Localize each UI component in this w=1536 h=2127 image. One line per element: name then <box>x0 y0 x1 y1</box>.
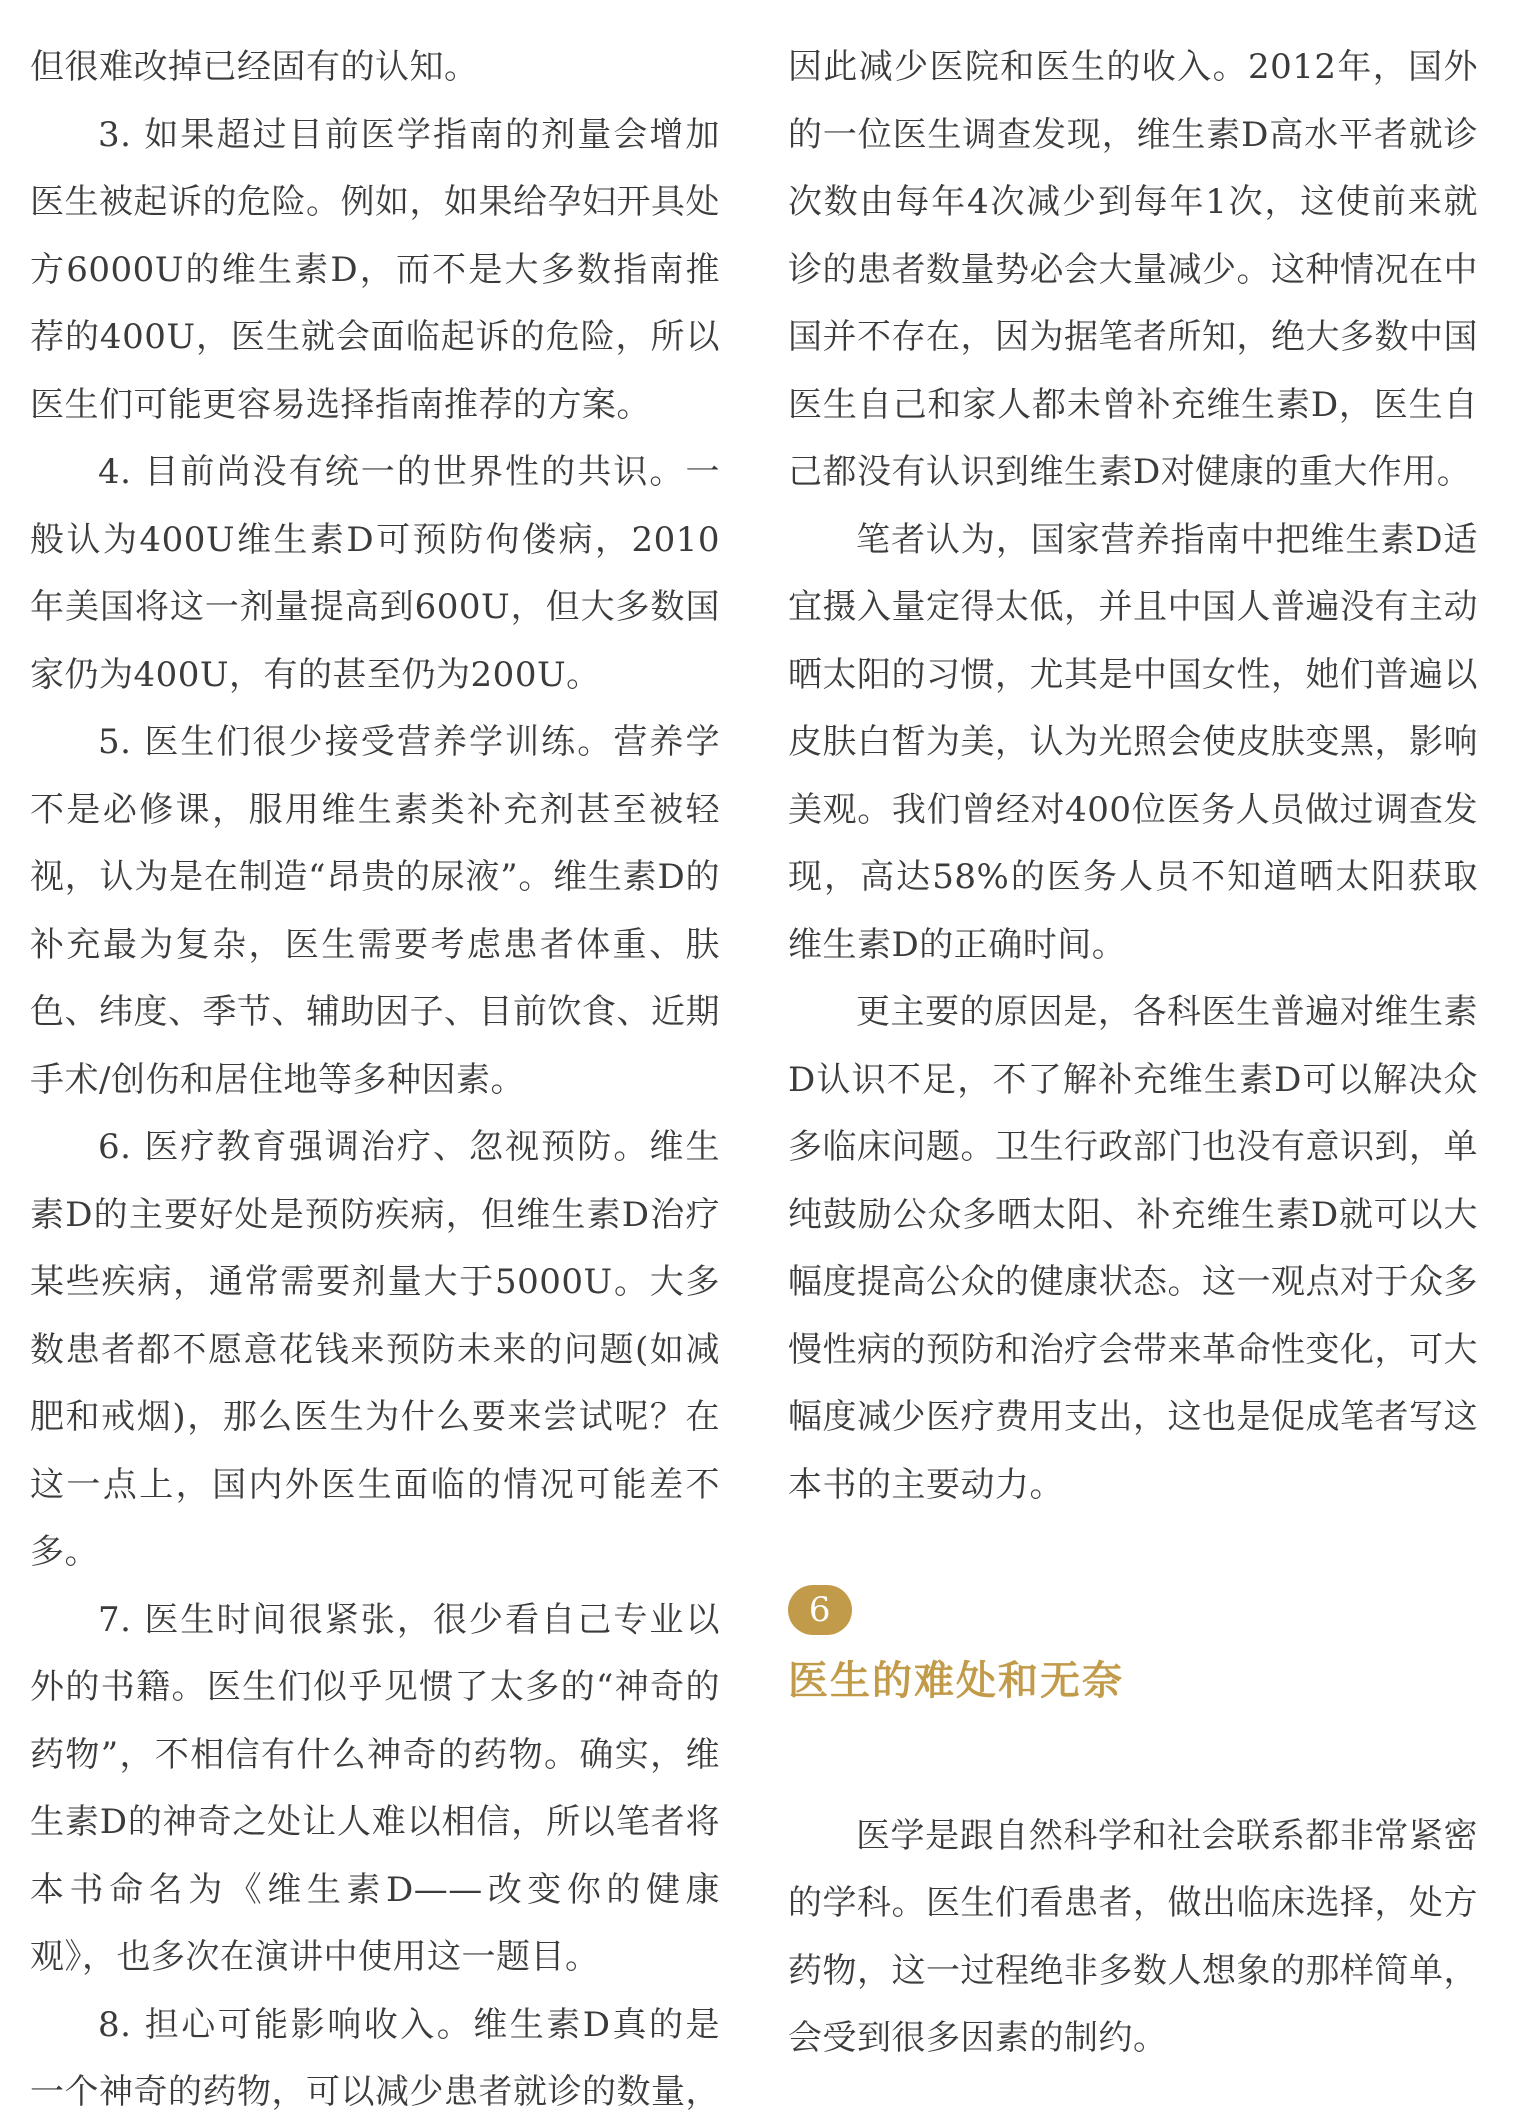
paragraph-item-8: 8. 担心可能影响收入。维生素D真的是一个神奇的药物，可以减少患者就诊的数量， <box>30 2004 720 2112</box>
paragraph-item-5: 5. 医生们很少接受营养学训练。营养学不是必修课，服用维生素类补充剂甚至被轻视，认为是在制造“昂贵的尿液”。维生素D的补充最为复杂，医生需要考虑患者体重、肤色、纬度、季节、辅助因子、目前饮食、近期手术/创伤和居住地等多种因素。 <box>30 722 720 1100</box>
section-heading <box>788 1575 1478 1711</box>
paragraph-section-intro: 医学是跟自然科学和社会联系都非常紧密的学科。医生们看患者，做出临床选择，处方药物，这一过程绝非多数人想象的那样简单，会受到很多因素的制约。 <box>788 1815 1478 2058</box>
paragraph-item-7: 7. 医生时间很紧张，很少看自己专业以外的书籍。医生们似乎见惯了太多的“神奇的药物”，不相信有什么神奇的药物。确实，维生素D的神奇之处让人难以相信，所以笔者将本书命名为《维生素D——改变你的健康观》，也多次在演讲中使用这一题目。 <box>30 1599 720 1977</box>
paragraph-continuation: 但很难改掉已经固有的认知。 <box>30 47 479 87</box>
paragraph-author-opinion: 笔者认为，国家营养指南中把维生素D适宜摄入量定得太低，并且中国人普遍没有主动晒太阳的习惯，尤其是中国女性，她们普遍以皮肤白皙为美，认为光照会使皮肤变黑，影响美观。我们曾经对400位医务人员做过调查发现，高达58%的医务人员不知道晒太阳获取维生素D的正确时间。 <box>788 519 1478 965</box>
paragraph-item-3: 3. 如果超过目前医学指南的剂量会增加医生被起诉的危险。例如，如果给孕妇开具处方6000U的维生素D，而不是大多数指南推荐的400U，医生就会面临起诉的危险，所以医生们可能更容易选择指南推荐的方案。 <box>30 114 720 425</box>
section-title: 医生的难处和无奈 <box>788 1657 1124 1704</box>
paragraph-item-4: 4. 目前尚没有统一的世界性的共识。一般认为400U维生素D可预防佝偻病，2010年美国将这一剂量提高到600U，但大多数国家仍为400U，有的甚至仍为200U。 <box>30 452 720 695</box>
right-column <box>788 34 1478 2073</box>
paragraph-main-reason: 更主要的原因是，各科医生普遍对维生素D认识不足，不了解补充维生素D可以解决众多临床问题。卫生行政部门也没有意识到，单纯鼓励公众多晒太阳、补充维生素D就可以大幅度提高公众的健康状态。这一观点对于众多慢性病的预防和治疗会带来革命性变化，可大幅度减少医疗费用支出，这也是促成笔者写这本书的主要动力。 <box>788 992 1478 1505</box>
paragraph-continuation-right: 因此减少医院和医生的收入。2012年，国外的一位医生调查发现，维生素D高水平者就诊次数由每年4次减少到每年1次，这使前来就诊的患者数量势必会大量减少。这种情况在中国并不存在，因为据笔者所知，绝大多数中国医生自己和家人都未曾补充维生素D，医生自己都没有认识到维生素D对健康的重大作用。 <box>788 47 1478 492</box>
paragraph-item-6: 6. 医疗教育强调治疗、忽视预防。维生素D的主要好处是预防疾病，但维生素D治疗某些疾病，通常需要剂量大于5000U。大多数患者都不愿意花钱来预防未来的问题(如减肥和戒烟)，那么医生为什么要来尝试呢？在这一点上，国内外医生面临的情况可能差不多。 <box>30 1127 720 1572</box>
section-number-badge: 6 <box>788 1585 852 1635</box>
left-column <box>30 34 720 2127</box>
